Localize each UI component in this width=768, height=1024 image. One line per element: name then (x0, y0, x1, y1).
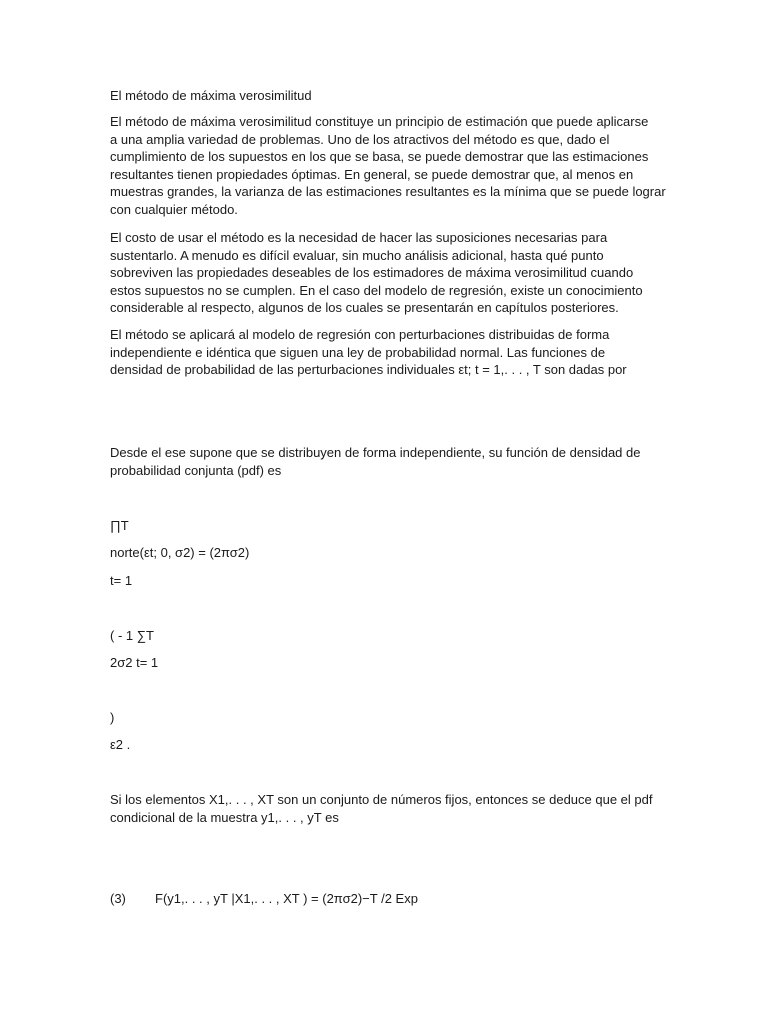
paragraph-1 (110, 113, 666, 218)
paragraph-1-line: muestras grandes, la varianza de las estimaciones resultantes es la mínima que se puede lograr (110, 184, 666, 199)
formula-t1: t= 1 (110, 573, 133, 588)
formula-sigma-t: 2σ2 t= 1 (110, 655, 159, 670)
paragraph-5 (110, 791, 660, 826)
formula-sum: ( - 1 ∑T (110, 628, 154, 643)
paragraph-1-line: cumplimiento de los supuestos en los que se basa, se puede demostrar que las estimaciones (110, 149, 649, 164)
paragraph-1-line: a una amplia variedad de problemas. Uno de los atractivos del método es que, dado el (110, 131, 610, 147)
formula-norte: norte(εt; 0, σ2) = (2πσ2) (110, 545, 250, 560)
paragraph-2-line: estos supuestos no se cumplen. En el caso del modelo de regresión, existe un conocimiento (110, 282, 643, 298)
paragraph-5-line: condicional de la muestra y1,. . . , yT es (110, 809, 339, 825)
formula-paren: ) (110, 710, 115, 725)
paragraph-2-line: considerable al respecto, algunos de los cuales se presentarán en capítulos posteriores. (110, 300, 619, 315)
paragraph-3-line: El método se aplicará al modelo de regresión con perturbaciones distribuidas de forma (110, 327, 610, 342)
paragraph-1-line: El método de máxima verosimilitud constituye un principio de estimación que puede aplicarse (110, 114, 649, 129)
document-title: El método de máxima verosimilitud (110, 88, 312, 103)
paragraph-3 (110, 326, 660, 379)
paragraph-4 (110, 444, 660, 479)
paragraph-4-line: Desde el ese supone que se distribuyen de forma independiente, su función de densidad de (110, 445, 641, 460)
paragraph-2-line: sobreviven las propiedades deseables de los estimadores de máxima verosimilitud cuando (110, 265, 634, 280)
formula-product: ∏T (110, 518, 129, 533)
paragraph-1-line: resultantes tienen propiedades óptimas. En general, se puede demostrar que, al menos en (110, 166, 634, 182)
paragraph-4-line: probabilidad conjunta (pdf) es (110, 462, 282, 478)
paragraph-2-line: sustentarlo. A menudo es difícil evaluar, sin mucho análisis adicional, hasta qué punto (110, 247, 604, 263)
paragraph-2-line: El costo de usar el método es la necesidad de hacer las suposiciones necesarias para (110, 230, 608, 245)
paragraph-5-line: Si los elementos X1,. . . , XT son un conjunto de números fijos, entonces se deduce que el pdf (110, 792, 653, 807)
paragraph-3-line: densidad de probabilidad de las perturbaciones individuales εt; t = 1,. . . , T son dadas por (110, 362, 627, 377)
equation-3-number: (3) (110, 891, 126, 906)
paragraph-1-line: con cualquier método. (110, 201, 238, 217)
equation-3-body: F(y1,. . . , yT |X1,. . . , XT ) = (2πσ2)−T /2 Exp (155, 891, 418, 906)
formula-eps: ε2 . (110, 737, 131, 752)
paragraph-2 (110, 229, 660, 317)
paragraph-3-line: independiente e idéntica que siguen una ley de probabilidad normal. Las funciones de (110, 344, 606, 360)
